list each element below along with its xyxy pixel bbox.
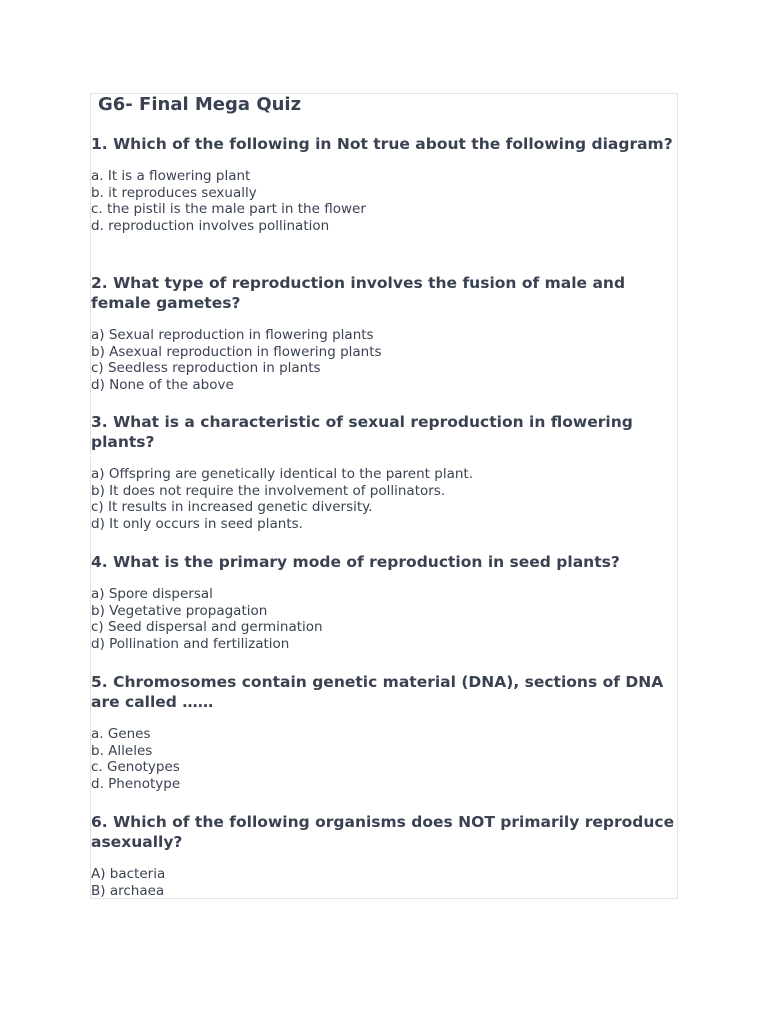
option-a: a) Spore dispersal — [91, 586, 213, 602]
option-b: b) Asexual reproduction in flowering plants — [91, 343, 382, 360]
options-list — [91, 866, 675, 899]
options-list — [91, 466, 675, 532]
options-list — [91, 586, 675, 652]
option-c: c) Seed dispersal and germination — [91, 619, 323, 635]
question-text: 6. Which of the following organisms does NOT primarily reproduce asexually? — [91, 813, 675, 851]
option-c: c. Genotypes — [91, 759, 180, 775]
question-5 — [91, 672, 675, 792]
option-b: b) Vegetative propagation — [91, 602, 268, 619]
option-b: B) archaea — [91, 882, 165, 899]
option-a: a) Offspring are genetically identical to the parent plant. — [91, 466, 473, 482]
option-b: b. it reproduces sexually — [91, 184, 257, 201]
option-a: a. It is a flowering plant — [91, 168, 251, 184]
question-text: 5. Chromosomes contain genetic material (DNA), sections of DNA are called …… — [91, 673, 664, 711]
option-d: d. Phenotype — [91, 775, 181, 792]
options-list — [91, 726, 675, 792]
question-2 — [91, 273, 675, 393]
question-text: 1. Which of the following in Not true about the following diagram? — [91, 135, 673, 153]
question-1 — [91, 134, 675, 234]
option-b: b. Alleles — [91, 742, 153, 759]
options-list — [91, 327, 675, 393]
option-c: c) Seedless reproduction in plants — [91, 360, 321, 376]
question-4 — [91, 552, 675, 652]
option-c: c. the pistil is the male part in the flower — [91, 201, 366, 217]
options-list — [91, 168, 675, 234]
option-a: a. Genes — [91, 726, 151, 742]
option-b: b) It does not require the involvement of pollinators. — [91, 482, 446, 499]
question-text: 2. What type of reproduction involves the fusion of male and female gametes? — [91, 274, 626, 312]
option-c: c) It results in increased genetic diversity. — [91, 499, 373, 515]
quiz-title: G6- Final Mega Quiz — [98, 94, 302, 115]
option-d: d. reproduction involves pollination — [91, 217, 330, 234]
option-a: a) Sexual reproduction in flowering plants — [91, 327, 374, 343]
question-text: 3. What is a characteristic of sexual reproduction in flowering plants? — [91, 413, 633, 451]
option-d: d) Pollination and fertilization — [91, 635, 290, 652]
option-a: A) bacteria — [91, 866, 166, 882]
document-page — [90, 93, 678, 899]
question-3 — [91, 412, 675, 532]
option-d: d) None of the above — [91, 376, 234, 393]
question-6 — [91, 812, 675, 899]
option-d: d) It only occurs in seed plants. — [91, 515, 303, 532]
question-text: 4. What is the primary mode of reproduction in seed plants? — [91, 553, 620, 571]
